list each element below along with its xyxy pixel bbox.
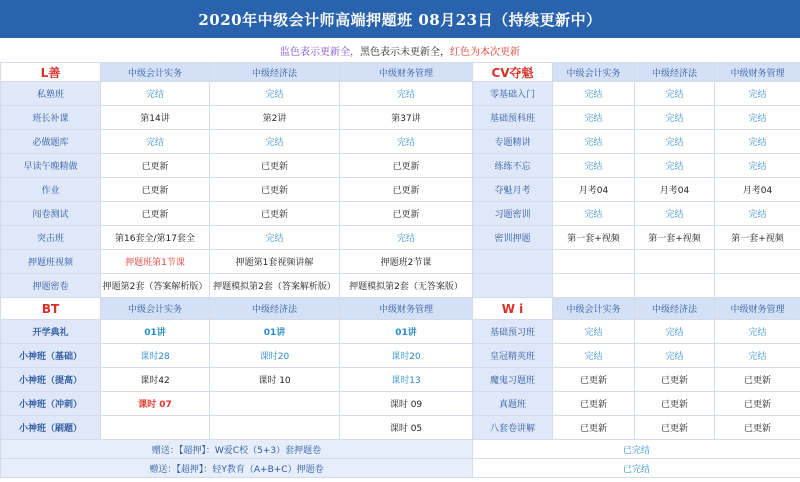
status-cell: 课时42: [101, 368, 210, 392]
status-cell: 课时 09: [340, 392, 473, 416]
row-label: 必做题库: [1, 130, 101, 154]
status-cell: 完结: [340, 226, 473, 250]
row-label: 皇冠精英班: [473, 344, 553, 368]
status-cell: 课时 07: [101, 392, 210, 416]
column-header: 中级财务管理: [715, 63, 800, 82]
status-cell: 第一套+视频: [635, 226, 715, 250]
status-cell: 完结: [101, 82, 210, 106]
status-cell: 完结: [210, 226, 340, 250]
status-cell: 完结: [553, 344, 635, 368]
table-l-shan: [0, 62, 473, 298]
status-cell: 已更新: [340, 178, 473, 202]
section-title: CV夺魁: [473, 63, 553, 82]
column-header: 中级财务管理: [340, 298, 473, 320]
status-cell: 完结: [715, 154, 800, 178]
status-cell: 已更新: [715, 416, 800, 440]
row-label: 闯卷测试: [1, 202, 101, 226]
gift-status: 已完结: [473, 440, 800, 459]
gift-label: 赠送：【超押】：W爱C校（5+3）套押题卷: [1, 440, 473, 459]
column-header: 中级会计实务: [553, 63, 635, 82]
status-cell: 押题第2套（答案解析版）: [101, 274, 210, 298]
section-title: L善: [1, 63, 101, 82]
empty-cell: [553, 274, 635, 298]
status-cell: 完结: [340, 82, 473, 106]
status-cell: 月考04: [553, 178, 635, 202]
row-label: 零基础入门: [473, 82, 553, 106]
status-cell: 已更新: [553, 368, 635, 392]
column-header: 中级经济法: [210, 298, 340, 320]
status-cell: 完结: [340, 130, 473, 154]
status-cell: 已更新: [340, 202, 473, 226]
row-label: 练练不忘: [473, 154, 553, 178]
status-cell: 完结: [635, 202, 715, 226]
footer-gifts: [0, 439, 800, 478]
table-wi: [472, 297, 800, 440]
column-header: 中级财务管理: [340, 63, 473, 82]
row-label: 八套卷讲解: [473, 416, 553, 440]
row-label: 专题精讲: [473, 130, 553, 154]
status-cell: 完结: [210, 82, 340, 106]
status-cell: 完结: [553, 106, 635, 130]
status-cell: 完结: [715, 106, 800, 130]
status-cell: 已更新: [553, 416, 635, 440]
legend-black-text: 黑色表示未更新全，: [360, 46, 450, 58]
status-cell: 已更新: [635, 368, 715, 392]
status-cell: 完结: [715, 82, 800, 106]
row-label: 私塾班: [1, 82, 101, 106]
status-cell: 课时 05: [340, 416, 473, 440]
row-label: 作业: [1, 178, 101, 202]
empty-cell: [210, 416, 340, 440]
status-cell: 第16套全/第17套全: [101, 226, 210, 250]
status-cell: 完结: [553, 82, 635, 106]
status-cell: 第一套+视频: [715, 226, 800, 250]
column-header: 中级会计实务: [101, 63, 210, 82]
row-label: 真题班: [473, 392, 553, 416]
row-label: 早读午晚精做: [1, 154, 101, 178]
row-label: 基础预科班: [473, 106, 553, 130]
status-cell: 已更新: [635, 392, 715, 416]
empty-cell: [210, 392, 340, 416]
gift-status: 已完结: [473, 459, 800, 478]
status-cell: 已更新: [101, 154, 210, 178]
status-cell: 完结: [635, 154, 715, 178]
row-label: 习题密训: [473, 202, 553, 226]
status-cell: 押题班2节课: [340, 250, 473, 274]
status-cell: 已更新: [635, 416, 715, 440]
status-cell: 月考04: [635, 178, 715, 202]
row-label: 基础预习班: [473, 320, 553, 344]
empty-cell: [635, 274, 715, 298]
status-cell: 完结: [553, 320, 635, 344]
status-cell: 完结: [635, 344, 715, 368]
row-label: 小神班（刷题）: [1, 416, 101, 440]
status-cell: 课时28: [101, 344, 210, 368]
row-label: 小神班（冲刺）: [1, 392, 101, 416]
status-cell: 已更新: [210, 202, 340, 226]
row-label: 班长补课: [1, 106, 101, 130]
row-label: 突击班: [1, 226, 101, 250]
row-label: [473, 250, 553, 274]
status-cell: 完结: [715, 344, 800, 368]
status-cell: 完结: [715, 202, 800, 226]
status-cell: 第2讲: [210, 106, 340, 130]
status-cell: 01讲: [340, 320, 473, 344]
status-cell: 01讲: [101, 320, 210, 344]
empty-cell: [635, 250, 715, 274]
status-cell: 完结: [635, 106, 715, 130]
status-cell: 01讲: [210, 320, 340, 344]
table-bt: [0, 297, 473, 440]
table-cv-duokui: [472, 62, 800, 298]
status-cell: 课时20: [340, 344, 473, 368]
status-cell: 已更新: [715, 368, 800, 392]
empty-cell: [553, 250, 635, 274]
status-cell: 完结: [553, 130, 635, 154]
status-cell: 已更新: [340, 154, 473, 178]
row-label: 开学典礼: [1, 320, 101, 344]
column-header: 中级经济法: [635, 298, 715, 320]
status-cell: 已更新: [101, 178, 210, 202]
row-label: 魔鬼习题班: [473, 368, 553, 392]
empty-cell: [101, 416, 210, 440]
row-label: 小神班（基础）: [1, 344, 101, 368]
status-cell: 已更新: [101, 202, 210, 226]
color-legend: [0, 38, 800, 62]
column-header: 中级经济法: [210, 63, 340, 82]
row-label: 小神班（提高）: [1, 368, 101, 392]
status-cell: 完结: [635, 130, 715, 154]
status-cell: 押题模拟第2套（无答案版）: [340, 274, 473, 298]
status-cell: 完结: [553, 154, 635, 178]
column-header: 中级财务管理: [715, 298, 800, 320]
status-cell: 第一套+视频: [553, 226, 635, 250]
status-cell: 完结: [715, 320, 800, 344]
column-header: 中级经济法: [635, 63, 715, 82]
row-label: 夺魁月考: [473, 178, 553, 202]
column-header: 中级会计实务: [101, 298, 210, 320]
legend-red-text: 红色为本次更新: [450, 46, 520, 58]
status-cell: 完结: [635, 320, 715, 344]
legend-blue-text: 监色表示更新全，: [280, 46, 360, 58]
status-cell: 完结: [635, 82, 715, 106]
row-label: [473, 274, 553, 298]
gift-label: 赠送：【超押】：轻Y教育（A+B+C）押题卷: [1, 459, 473, 478]
status-cell: 已更新: [553, 392, 635, 416]
row-label: 密训押题: [473, 226, 553, 250]
status-cell: 完结: [101, 130, 210, 154]
empty-cell: [715, 250, 800, 274]
status-cell: 已更新: [210, 154, 340, 178]
status-cell: 第37讲: [340, 106, 473, 130]
status-cell: 完结: [210, 130, 340, 154]
section-title: BT: [1, 298, 101, 320]
status-cell: 完结: [715, 130, 800, 154]
empty-cell: [715, 274, 800, 298]
status-cell: 课时 10: [210, 368, 340, 392]
status-cell: 完结: [553, 202, 635, 226]
status-cell: 第14讲: [101, 106, 210, 130]
column-header: 中级会计实务: [553, 298, 635, 320]
status-cell: 押题班第1节课: [101, 250, 210, 274]
row-label: 押题班视频: [1, 250, 101, 274]
status-cell: 月考04: [715, 178, 800, 202]
status-cell: 课时20: [210, 344, 340, 368]
section-title: W i: [473, 298, 553, 320]
status-cell: 已更新: [210, 178, 340, 202]
status-cell: 课时13: [340, 368, 473, 392]
page-title: 2020年中级会计师高端押题班 08月23日（持续更新中）: [0, 0, 800, 38]
status-cell: 押题模拟第2套（答案解析版）: [210, 274, 340, 298]
row-label: 押题密卷: [1, 274, 101, 298]
status-cell: 押题第1套视频讲解: [210, 250, 340, 274]
status-cell: 已更新: [715, 392, 800, 416]
